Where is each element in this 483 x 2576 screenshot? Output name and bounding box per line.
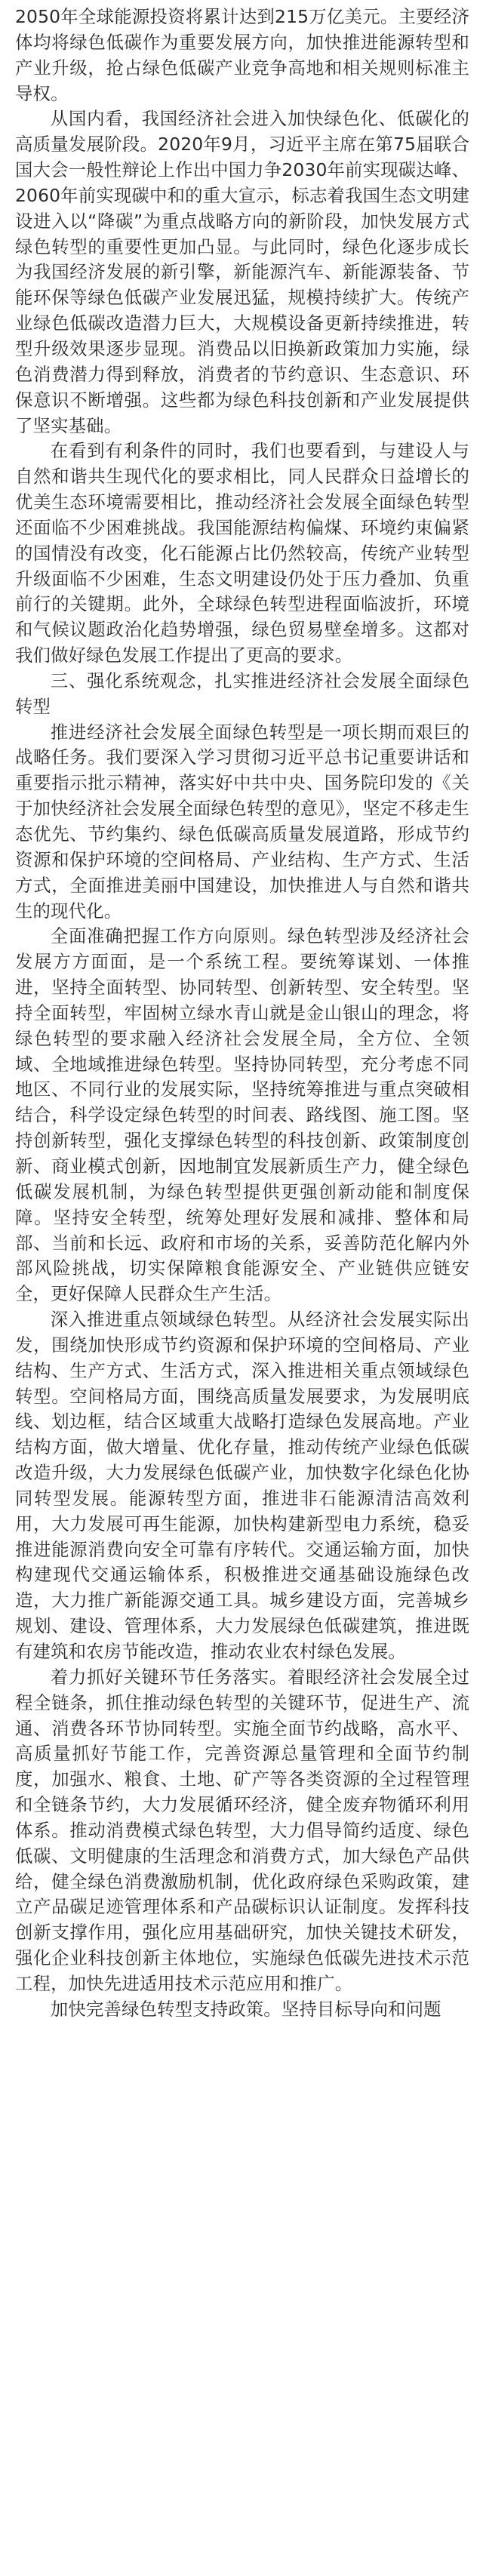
article-paragraph: 2050年全球能源投资将累计达到215万亿美元。主要经济体均将绿色低碳作为重要发展方向，加快推进能源转型和产业升级，抢占绿色低碳产业竞争高地和相关规则标准主导权。 (15, 6, 469, 104)
article-paragraph: 全面准确把握工作方向原则。绿色转型涉及经济社会发展方方面面，是一个系统工程。要统筹谋划、一体推进，坚持全面转型、协同转型、创新转型、安全转型。坚持全面转型，牢固树立绿水青山就是金山银山的理念，将绿色转型的要求融入经济社会发展全局，全方位、全领域、全地域推进绿色转型。坚持协同转型，充分考虑不同地区、不同行业的发展实际，坚持统筹推进与重点突破相结合，科学设定绿色转型的时间表、路线图、施工图。坚持创新转型，强化支撑绿色转型的科技创新、政策制度创新、商业模式创新，因地制宜发展新质生产力，健全绿色低碳发展机制，为绿色转型提供更强创新动能和制度保障。坚持安全转型，统筹处理好发展和减排、整体和局部、当前和长远、政府和市场的关系，妥善防范化解内外部风险挑战，切实保障粮食能源安全、产业链供应链安全，更好保障人民群众生产生活。 (15, 925, 469, 1305)
article-paragraph: 着力抓好关键环节任务落实。着眼经济社会发展全过程全链条，抓住推动绿色转型的关键环节，促进生产、流通、消费各环节协同转型。实施全面节约战略，高水平、高质量抓好节能工作，完善资源总量管理和全面节约制度，加强水、粮食、土地、矿产等各类资源的全过程管理和全链条节约，大力发展循环经济，健全废弃物循环利用体系。推动消费模式绿色转型，大力倡导简约适度、绿色低碳、文明健康的生活理念和消费方式，加大绿色产品供给，健全绿色消费激励机制，优化政府绿色采购政策，建立产品碳足迹管理体系和产品碳标识认证制度。发挥科技创新支撑作用，强化应用基础研究，加快关键技术研发，强化企业科技创新主体地位，实施绿色低碳先进技术示范工程，加快先进适用技术示范应用和推广。 (15, 1666, 469, 1994)
article-paragraph: 在看到有利条件的同时，我们也要看到，与建设人与自然和谐共生现代化的要求相比，同人民群众日益增长的优美生态环境需要相比，推动经济社会发展全面绿色转型还面临不少困难挑战。我国能源结构偏煤、环境约束偏紧的国情没有改变，化石能源占比仍然较高，传统产业转型升级面临不少困难，生态文明建设仍处于压力叠加、负重前行的关键期。此外，全球绿色转型进程面临波折，环境和气候议题政治化趋势增强，绿色贸易壁垒增多。这都对我们做好绿色发展工作提出了更高的要求。 (15, 440, 469, 666)
article-paragraph: 从国内看，我国经济社会进入加快绿色化、低碳化的高质量发展阶段。2020年9月，习近平主席在第75届联合国大会一般性辩论上作出中国力争2030年前实现碳达峰、2060年前实现碳中和的重大宣示，标志着我国生态文明建设进入以“降碳”为重点战略方向的新阶段，加快发展方式绿色转型的重要性更加凸显。与此同时，绿色化逐步成长为我国经济发展的新引擎，新能源汽车、新能源装备、节能环保等绿色低碳产业发展迅猛，规模持续扩大。传统产业绿色低碳改造潜力巨大，大规模设备更新持续推进，转型升级效果逐步显现。消费品以旧换新政策加力实施，绿色消费潜力得到释放，消费者的节约意识、生态意识、环保意识不断增强。这些都为绿色科技创新和产业发展提供了坚实基础。 (15, 108, 469, 436)
section-heading: 三、强化系统观念，扎实推进经济社会发展全面绿色转型 (15, 669, 469, 717)
article-paragraph: 加快完善绿色转型支持政策。坚持目标导向和问题 (50, 1998, 441, 2020)
article-paragraph: 深入推进重点领域绿色转型。从经济社会发展实际出发，围绕加快形成节约资源和保护环境的空间格局、产业结构、生产方式、生活方式，深入推进相关重点领域绿色转型。空间格局方面，围绕高质量发展要求，为发展明底线、划边框，结合区域重大战略打造绿色发展高地。产业结构方面，做大增量、优化存量，推动传统产业绿色低碳改造升级，大力发展绿色低碳产业，加快数字化绿色化协同转型发展。能源转型方面，推进非石能源清洁高效利用，大力发展可再生能源，加快构建新型电力系统，稳妥推进能源消费向安全可靠有序转代。交通运输方面，加快构建现代交通运输体系，积极推进交通基础设施绿色改造，大力推广新能源交通工具。城乡建设方面，完善城乡规划、建设、管理体系，大力发展绿色低碳建筑，推进既有建筑和农房节能改造，推动农业农村绿色发展。 (15, 1309, 469, 1662)
article-paragraph: 推进经济社会发展全面绿色转型是一项长期而艰巨的战略任务。我们要深入学习贯彻习近平总书记重要讲话和重要指示批示精神，落实好中共中央、国务院印发的《关于加快经济社会发展全面绿色转型的意见》，坚定不移走生态优先、节约集约、绿色低碳高质量发展道路，形成节约资源和保护环境的空间格局、产业结构、生产方式、生活方式，全面推进美丽中国建设，加快推进人与自然和谐共生的现代化。 (15, 721, 469, 922)
